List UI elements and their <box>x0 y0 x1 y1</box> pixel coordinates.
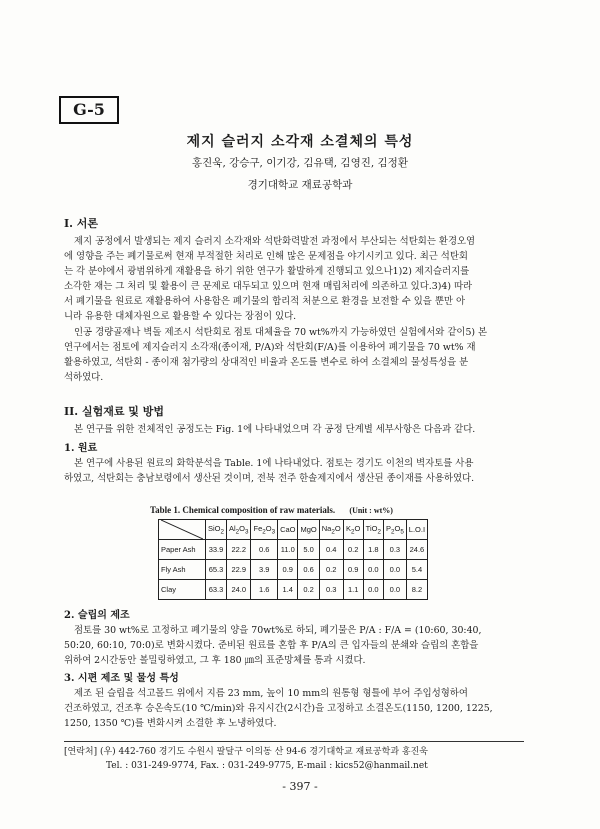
paper-title: 제지 슬러지 소각재 소결체의 특성 <box>186 134 414 150</box>
table-cell: 24.6 <box>406 540 427 560</box>
text-line: 석하였다. <box>64 371 104 383</box>
contact-address: [연락처] (우) 442-760 경기도 수원시 팔달구 이의동 산 94-6 경기대학교 재료공학과 홍진욱 <box>64 747 428 757</box>
composition-table <box>158 519 428 600</box>
table-cell: 0.9 <box>278 560 298 580</box>
text-line: 소각한 재는 그 처리 및 활용이 큰 문제로 대두되고 있으며 현재 매립처리에 의존하고 있다.3)4) 따라 <box>64 281 473 293</box>
table-cell: 0.9 <box>343 560 363 580</box>
section-methods-heading: II. 실험재료 및 방법 <box>64 405 164 418</box>
table-cell: 0.3 <box>319 580 343 600</box>
text-line: 제조 된 슬립을 석고몰드 위에서 지름 23 mm, 높이 10 mm의 원통형 형틀에 부어 주입성형하여 <box>74 688 468 699</box>
table-cell: 1.6 <box>251 580 278 600</box>
table-cell: 0.3 <box>383 540 406 560</box>
table-cell: 22.2 <box>227 540 251 560</box>
text-line: 니라 유용한 대체자원으로 활용할 수 있다는 장점이 있다. <box>64 311 297 323</box>
column-header: L.O.I <box>406 520 427 540</box>
table-cell: 1.1 <box>343 580 363 600</box>
table-cell: 5.4 <box>406 560 427 580</box>
table-cell: 5.0 <box>298 540 319 560</box>
text-line: 하였고, 석탄회는 충남보령에서 생산된 것이며, 전북 전주 한솔제지에서 생산된 종이재를 사용하였다. <box>64 473 475 485</box>
table-cell: 11.0 <box>278 540 298 560</box>
contact-info <box>64 745 428 773</box>
text-line: 연구에서는 점토에 제지슬러지 소각재(종이재, P/A)와 석탄회(F/A)를 이용하여 폐기물을 70 wt% 재 <box>64 341 476 353</box>
table-cell: 0.0 <box>383 580 406 600</box>
table-unit: (Unit : wt%) <box>349 506 393 515</box>
text-line: 제지 공정에서 발생되는 제지 슬러지 소각재와 석탄화력발전 과정에서 부산되는 석탄회는 환경오염 <box>74 236 476 247</box>
subsection-slip-heading: 2. 슬립의 제조 <box>64 610 130 621</box>
table-cell: 1.4 <box>278 580 298 600</box>
table-cell: 0.0 <box>363 580 383 600</box>
row-header: Clay <box>159 580 206 600</box>
table-cell: 24.0 <box>227 580 251 600</box>
table-corner-cell <box>159 520 206 540</box>
contact-phone-email: Tel. : 031-249-9774, Fax. : 031-249-9775, E-mail : kics52@hanmail.net <box>106 761 428 771</box>
table-cell: 0.4 <box>319 540 343 560</box>
table-cell: 0.2 <box>319 560 343 580</box>
table-cell: 22.9 <box>227 560 251 580</box>
table-cell: 0.6 <box>298 560 319 580</box>
text-line: 건조하였고, 건조후 승온속도(10 ℃/min)와 유지시간(2시간)을 고정하고 소결온도(1150, 1200, 1225, <box>64 703 493 715</box>
subsection-slip-body <box>64 623 516 668</box>
row-header: Fly Ash <box>159 560 206 580</box>
column-header: $Na_2O$ <box>319 520 343 540</box>
column-header: MgO <box>298 520 319 540</box>
subsection-raw-heading: 1. 원료 <box>64 443 98 454</box>
page-number: - 397 - <box>282 780 318 793</box>
table-cell: 65.3 <box>206 560 227 580</box>
table-cell: 0.2 <box>343 540 363 560</box>
table-row <box>159 560 428 580</box>
text-line: 서 폐기물을 원료로 재활용하여 사용함은 폐기물의 합리적 처분으로 환경을 보전할 수 있을 뿐만 아 <box>64 296 465 308</box>
table-caption-text: Table 1. Chemical composition of raw materials. <box>150 505 336 515</box>
text-line: 위하여 2시간동안 볼밀링하였고, 그 후 180 ㎛의 표준망체를 통과 시켰다. <box>64 655 366 667</box>
table-cell: 63.3 <box>206 580 227 600</box>
text-line: 1250, 1350 ℃)를 변화시켜 소결한 후 노냉하였다. <box>64 718 277 730</box>
session-code: G-5 <box>59 96 119 124</box>
table-header-row <box>159 520 428 540</box>
affiliation: 경기대학교 재료공학과 <box>247 179 353 191</box>
subsection-raw-body <box>64 456 516 486</box>
table-row <box>159 540 428 560</box>
authors: 홍진욱, 강승구, 이기강, 김유택, 김영진, 김정환 <box>192 157 408 169</box>
text-line: 본 연구에 사용된 원료의 화학분석을 Table. 1에 나타내었다. 점토는 경기도 이천의 벽자토를 사용 <box>74 458 474 469</box>
column-header: $Fe_2O_3$ <box>251 520 278 540</box>
table-cell: 1.8 <box>363 540 383 560</box>
text-line: 점토를 30 wt%로 고정하고 폐기물의 양을 70wt%로 하되, 폐기물은 P/A : F/A = (10:60, 30:40, <box>74 625 482 636</box>
text-line: 본 연구를 위한 전체적인 공정도는 Fig. 1에 나타내었으며 각 공정 단계별 세부사항은 다음과 같다. <box>74 424 476 435</box>
text-line: 인공 경량골재나 벽돌 제조시 석탄회로 점토 대체율을 70 wt%까지 가능하였던 실험에서와 같이5) 본 <box>74 326 488 338</box>
subsection-specimen-body <box>64 686 516 731</box>
text-line: 50:20, 60:10, 70:0)로 변화시켰다. 준비된 원료를 혼합 후 P/A의 큰 입자들의 분쇄와 슬립의 혼합을 <box>64 640 479 652</box>
footer-divider <box>64 741 524 742</box>
subsection-specimen-heading: 3. 시편 제조 및 물성 특성 <box>64 673 179 684</box>
table-row <box>159 580 428 600</box>
section-methods-intro <box>64 422 516 437</box>
row-header: Paper Ash <box>159 540 206 560</box>
table-cell: 0.0 <box>363 560 383 580</box>
column-header: $K_2O$ <box>343 520 363 540</box>
text-line: 활용하였고, 석탄회 - 종이재 첨가량의 상대적인 비율과 온도를 변수로 하여 소결체의 물성특성을 분 <box>64 356 469 368</box>
table-caption <box>150 505 393 515</box>
section-intro-body <box>64 234 516 385</box>
section-intro-heading: I. 서론 <box>64 217 99 230</box>
column-header: SiO$_2$ <box>206 520 227 540</box>
table-cell: 33.9 <box>206 540 227 560</box>
diagonal-line <box>161 520 203 539</box>
table-cell: 8.2 <box>406 580 427 600</box>
column-header: CaO <box>278 520 298 540</box>
column-header: TiO$_2$ <box>363 520 383 540</box>
table-cell: 0.6 <box>251 540 278 560</box>
text-line: 에 영향을 주는 폐기물로써 현재 부적절한 처리로 인해 많은 문제점을 야기시키고 있다. 최근 석탄회 <box>64 251 468 263</box>
column-header: $P_2O_5$ <box>383 520 406 540</box>
text-line: 는 각 분야에서 광범위하게 재활용을 하기 위한 연구가 활발하게 진행되고 있으나1)2) 제지슬러지를 <box>64 266 470 278</box>
table-cell: 0.0 <box>383 560 406 580</box>
table-cell: 0.2 <box>298 580 319 600</box>
table-cell: 3.9 <box>251 560 278 580</box>
column-header: $Al_2O_3$ <box>227 520 251 540</box>
